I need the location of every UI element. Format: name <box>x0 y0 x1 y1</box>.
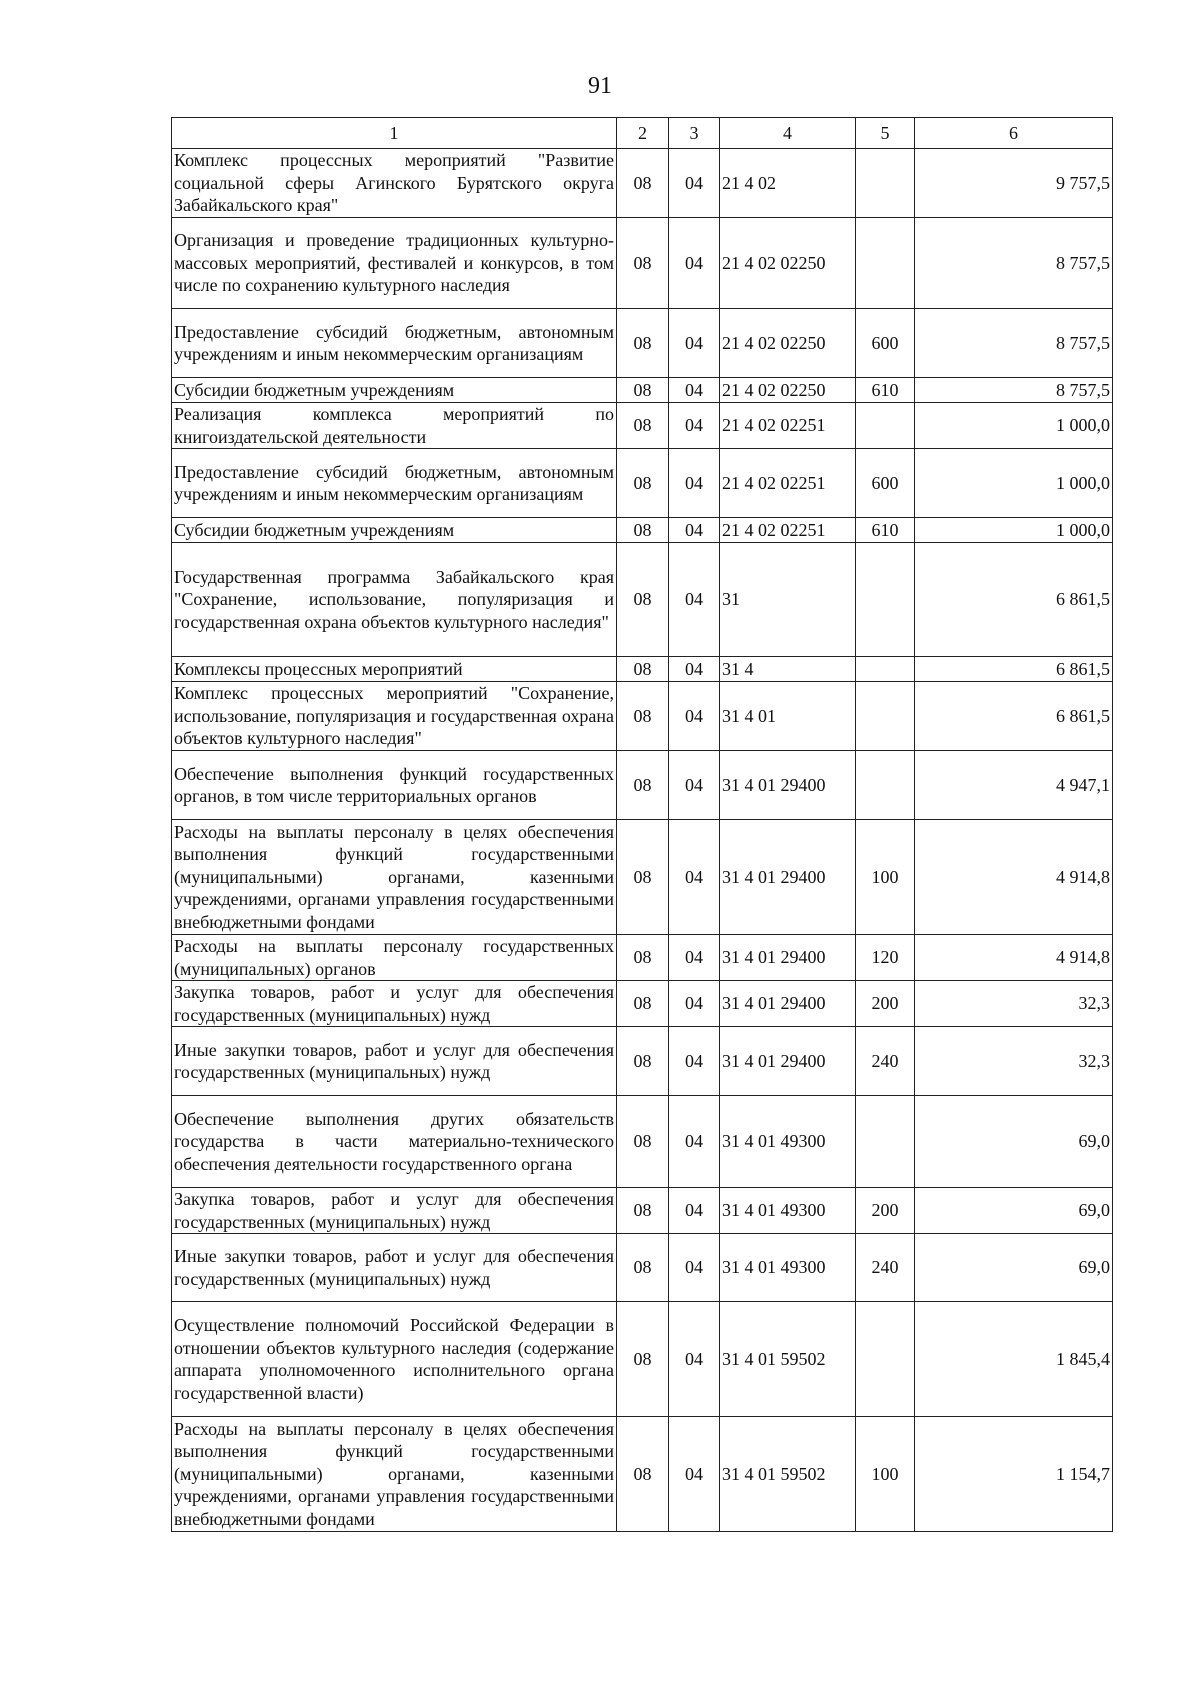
amount-cell: 1 000,0 <box>915 449 1113 518</box>
subsection-code-cell: 04 <box>669 1027 720 1096</box>
row-name-cell: Государственная программа Забайкальского края "Сохранение, использование, популяризация и государственная охрана объектов культурного наследия" <box>172 543 617 657</box>
row-name-cell: Расходы на выплаты персоналу государственных (муниципальных) органов <box>172 935 617 981</box>
header-cell: 1 <box>172 118 617 149</box>
amount-cell: 8 757,5 <box>915 309 1113 378</box>
expense-type-cell: 200 <box>856 1188 915 1234</box>
subsection-code-cell: 04 <box>669 218 720 309</box>
table-row <box>172 378 1113 403</box>
amount-cell: 6 861,5 <box>915 657 1113 682</box>
expense-type-cell <box>856 1302 915 1417</box>
amount-cell: 4 914,8 <box>915 935 1113 981</box>
section-code-cell: 08 <box>617 820 669 935</box>
amount-cell: 9 757,5 <box>915 149 1113 218</box>
expense-type-cell <box>856 403 915 449</box>
section-code-cell: 08 <box>617 1302 669 1417</box>
section-code-cell: 08 <box>617 378 669 403</box>
amount-cell: 1 000,0 <box>915 518 1113 543</box>
row-name-cell: Иные закупки товаров, работ и услуг для обеспечения государственных (муниципальных) нужд <box>172 1234 617 1302</box>
table-row <box>172 657 1113 682</box>
budget-table <box>171 117 1113 1532</box>
section-code-cell: 08 <box>617 1234 669 1302</box>
row-name-cell: Обеспечение выполнения функций государственных органов, в том числе территориальных органов <box>172 751 617 820</box>
expense-type-cell <box>856 682 915 751</box>
target-article-cell: 31 <box>720 543 856 657</box>
expense-type-cell: 600 <box>856 449 915 518</box>
section-code-cell: 08 <box>617 449 669 518</box>
subsection-code-cell: 04 <box>669 981 720 1027</box>
row-name-cell: Реализация комплекса мероприятий по книгоиздательской деятельности <box>172 403 617 449</box>
target-article-cell: 31 4 01 <box>720 682 856 751</box>
target-article-cell: 31 4 01 29400 <box>720 820 856 935</box>
amount-cell: 1 000,0 <box>915 403 1113 449</box>
table-row <box>172 820 1113 935</box>
subsection-code-cell: 04 <box>669 449 720 518</box>
row-name-cell: Предоставление субсидий бюджетным, автономным учреждениям и иным некоммерческим организациям <box>172 449 617 518</box>
expense-type-cell <box>856 657 915 682</box>
amount-cell: 6 861,5 <box>915 543 1113 657</box>
table-row <box>172 149 1113 218</box>
section-code-cell: 08 <box>617 657 669 682</box>
subsection-code-cell: 04 <box>669 309 720 378</box>
amount-cell: 4 914,8 <box>915 820 1113 935</box>
target-article-cell: 31 4 01 49300 <box>720 1096 856 1188</box>
row-name-cell: Закупка товаров, работ и услуг для обеспечения государственных (муниципальных) нужд <box>172 1188 617 1234</box>
table-row <box>172 1188 1113 1234</box>
section-code-cell: 08 <box>617 403 669 449</box>
row-name-cell: Иные закупки товаров, работ и услуг для обеспечения государственных (муниципальных) нужд <box>172 1027 617 1096</box>
section-code-cell: 08 <box>617 218 669 309</box>
row-name-cell: Комплекс процессных мероприятий "Развитие социальной сферы Агинского Бурятского округа Забайкальского края" <box>172 149 617 218</box>
expense-type-cell: 600 <box>856 309 915 378</box>
section-code-cell: 08 <box>617 309 669 378</box>
subsection-code-cell: 04 <box>669 935 720 981</box>
subsection-code-cell: 04 <box>669 1234 720 1302</box>
target-article-cell: 31 4 01 29400 <box>720 1027 856 1096</box>
section-code-cell: 08 <box>617 518 669 543</box>
section-code-cell: 08 <box>617 751 669 820</box>
expense-type-cell: 610 <box>856 378 915 403</box>
table-row <box>172 935 1113 981</box>
target-article-cell: 31 4 01 59502 <box>720 1417 856 1532</box>
page-number: 91 <box>588 73 612 99</box>
subsection-code-cell: 04 <box>669 149 720 218</box>
expense-type-cell: 100 <box>856 1417 915 1532</box>
amount-cell: 69,0 <box>915 1234 1113 1302</box>
section-code-cell: 08 <box>617 1096 669 1188</box>
row-name-cell: Обеспечение выполнения других обязательств государства в части материально-технического обеспечения деятельности государственного органа <box>172 1096 617 1188</box>
subsection-code-cell: 04 <box>669 378 720 403</box>
target-article-cell: 21 4 02 02251 <box>720 403 856 449</box>
subsection-code-cell: 04 <box>669 518 720 543</box>
target-article-cell: 31 4 01 29400 <box>720 935 856 981</box>
target-article-cell: 31 4 01 29400 <box>720 751 856 820</box>
header-cell: 2 <box>617 118 669 149</box>
amount-cell: 8 757,5 <box>915 218 1113 309</box>
target-article-cell: 21 4 02 02251 <box>720 449 856 518</box>
subsection-code-cell: 04 <box>669 1096 720 1188</box>
subsection-code-cell: 04 <box>669 1417 720 1532</box>
expense-type-cell <box>856 1096 915 1188</box>
expense-type-cell <box>856 218 915 309</box>
subsection-code-cell: 04 <box>669 1188 720 1234</box>
row-name-cell: Комплекс процессных мероприятий "Сохранение, использование, популяризация и государственная охрана объектов культурного наследия" <box>172 682 617 751</box>
expense-type-cell <box>856 543 915 657</box>
subsection-code-cell: 04 <box>669 751 720 820</box>
target-article-cell: 31 4 <box>720 657 856 682</box>
table-row <box>172 1027 1113 1096</box>
amount-cell: 1 845,4 <box>915 1302 1113 1417</box>
amount-cell: 6 861,5 <box>915 682 1113 751</box>
expense-type-cell: 240 <box>856 1027 915 1096</box>
header-cell: 5 <box>856 118 915 149</box>
expense-type-cell <box>856 149 915 218</box>
target-article-cell: 21 4 02 <box>720 149 856 218</box>
section-code-cell: 08 <box>617 935 669 981</box>
expense-type-cell: 240 <box>856 1234 915 1302</box>
table-row <box>172 1096 1113 1188</box>
table-row <box>172 518 1113 543</box>
expense-type-cell: 610 <box>856 518 915 543</box>
section-code-cell: 08 <box>617 1188 669 1234</box>
expense-type-cell: 100 <box>856 820 915 935</box>
table-row <box>172 682 1113 751</box>
target-article-cell: 21 4 02 02250 <box>720 218 856 309</box>
table-row <box>172 449 1113 518</box>
subsection-code-cell: 04 <box>669 682 720 751</box>
row-name-cell: Субсидии бюджетным учреждениям <box>172 518 617 543</box>
subsection-code-cell: 04 <box>669 820 720 935</box>
header-cell: 3 <box>669 118 720 149</box>
subsection-code-cell: 04 <box>669 403 720 449</box>
amount-cell: 32,3 <box>915 1027 1113 1096</box>
target-article-cell: 31 4 01 49300 <box>720 1234 856 1302</box>
expense-type-cell: 200 <box>856 981 915 1027</box>
subsection-code-cell: 04 <box>669 657 720 682</box>
table-row <box>172 1234 1113 1302</box>
table-row <box>172 543 1113 657</box>
amount-cell: 4 947,1 <box>915 751 1113 820</box>
target-article-cell: 31 4 01 29400 <box>720 981 856 1027</box>
target-article-cell: 31 4 01 59502 <box>720 1302 856 1417</box>
header-row <box>172 118 1113 149</box>
section-code-cell: 08 <box>617 682 669 751</box>
amount-cell: 69,0 <box>915 1188 1113 1234</box>
section-code-cell: 08 <box>617 1027 669 1096</box>
expense-type-cell <box>856 751 915 820</box>
table-row <box>172 1302 1113 1417</box>
table-row <box>172 218 1113 309</box>
target-article-cell: 21 4 02 02251 <box>720 518 856 543</box>
subsection-code-cell: 04 <box>669 543 720 657</box>
target-article-cell: 21 4 02 02250 <box>720 378 856 403</box>
amount-cell: 8 757,5 <box>915 378 1113 403</box>
section-code-cell: 08 <box>617 543 669 657</box>
amount-cell: 1 154,7 <box>915 1417 1113 1532</box>
table-row <box>172 751 1113 820</box>
table-body <box>172 149 1113 1532</box>
amount-cell: 69,0 <box>915 1096 1113 1188</box>
row-name-cell: Расходы на выплаты персоналу в целях обеспечения выполнения функций государственными (муниципальными) органами, казенными учреждениями, органами управления государственными внебюджетными фондами <box>172 1417 617 1532</box>
target-article-cell: 21 4 02 02250 <box>720 309 856 378</box>
header-cell: 6 <box>915 118 1113 149</box>
subsection-code-cell: 04 <box>669 1302 720 1417</box>
table-row <box>172 981 1113 1027</box>
row-name-cell: Расходы на выплаты персоналу в целях обеспечения выполнения функций государственными (муниципальными) органами, казенными учреждениями, органами управления государственными внебюджетными фондами <box>172 820 617 935</box>
table-row <box>172 403 1113 449</box>
expense-type-cell: 120 <box>856 935 915 981</box>
amount-cell: 32,3 <box>915 981 1113 1027</box>
section-code-cell: 08 <box>617 1417 669 1532</box>
row-name-cell: Организация и проведение традиционных культурно-массовых мероприятий, фестивалей и конкурсов, в том числе по сохранению культурного наследия <box>172 218 617 309</box>
row-name-cell: Субсидии бюджетным учреждениям <box>172 378 617 403</box>
section-code-cell: 08 <box>617 981 669 1027</box>
target-article-cell: 31 4 01 49300 <box>720 1188 856 1234</box>
row-name-cell: Осуществление полномочий Российской Федерации в отношении объектов культурного наследия (содержание аппарата уполномоченного исполнительного органа государственной власти) <box>172 1302 617 1417</box>
table-row <box>172 309 1113 378</box>
table-row <box>172 1417 1113 1532</box>
row-name-cell: Предоставление субсидий бюджетным, автономным учреждениям и иным некоммерческим организациям <box>172 309 617 378</box>
section-code-cell: 08 <box>617 149 669 218</box>
row-name-cell: Закупка товаров, работ и услуг для обеспечения государственных (муниципальных) нужд <box>172 981 617 1027</box>
row-name-cell: Комплексы процессных мероприятий <box>172 657 617 682</box>
header-cell: 4 <box>720 118 856 149</box>
